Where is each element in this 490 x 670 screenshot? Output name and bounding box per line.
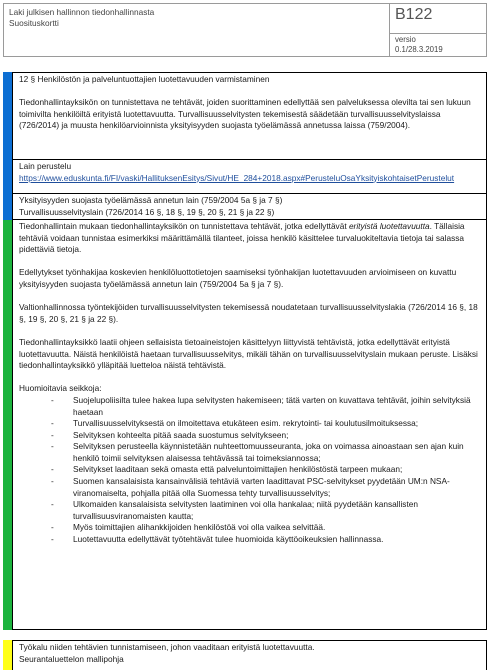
version-box (390, 34, 487, 57)
recommendation-paragraph: Valtionhallinnossa työntekijöiden turvallisuusselvitysten tekemisessä noudatetaan turvallisuusselvityslakia (726/2014 16 §, 18 §, 19 §, 20 §, 21 § ja 22 §). (19, 302, 478, 324)
card-type: Suosituskortti (9, 18, 59, 28)
card-id: B122 (390, 3, 487, 34)
tool-line: Työkalu niiden tehtävien tunnistamiseen, johon vaaditaan erityistä luotettavuutta. (19, 642, 315, 652)
list-item: - Selvityksen kohteelta pitää saada suostumus selvitykseen; (19, 430, 480, 442)
blue-section-bar (3, 160, 12, 194)
green-section-bar (3, 220, 12, 630)
list-item: - Suojelupoliisilta tulee hakea lupa selvitysten hakemiseen; tätä varten on kuvattava tehtävät, joihin selvityksiä haetaan (19, 395, 480, 418)
recommendation-paragraph: Edellytykset työnhakijaa koskevien henkilöluottotietojen saamiseksi työnhakijan luotettavuuden arvioimiseen on kuvattu yksityisyyden suojasta työelämässä annetun lain (759/2004 5a § ja 7 §). (19, 267, 457, 289)
list-item: - Selvitykset laaditaan sekä omasta että palveluntoimittajien henkilöstöstä tarpeen mukaan; (19, 464, 480, 476)
related-law-line: Turvallisuusselvityslain (726/2014 16 §, 18 §, 19 §, 20 §, 21 § ja 22 §) (19, 206, 275, 217)
list-item: - Myös toimittajien alihankkijoiden henkilöstöä voi olla vaikea selvittää. (19, 522, 480, 534)
recommendation-paragraph: Tiedonhallintain mukaan tiedonhallintayksikön on tunnistettava tehtävät, jotka edellyttävät erityistä luotettavuutta. Tällaisia tehtäviä voidaan tunnistaa esimerkiksi määrittämällä tilanteet, joissa henkilö käsittelee turvaluokiteltavia tietoja tai salassa pidettäviä tietoja. (19, 221, 465, 255)
list-item: - Suomen kansalaisista kansainvälisiä tehtäviä varten laadittavat PSC-selvitykset pyydetään UM:n NSA-viranomaiselta, pohjalla pitää olla Suomessa tehty turvallisuusselvitys; (19, 476, 480, 499)
list-item: - Ulkomaiden kansalaisista selvitysten laatiminen voi olla hankalaa; niitä pyydetään kansallisten turvallisuusviranomaisten kautta; (19, 499, 480, 522)
list-item: - Selvityksen perusteella käynnistetään nuhteettomuusseuranta, joka on voimassa ainoastaan sen ajan kuin henkilö toimii selvityksen alaisessa tehtävässä tai toimeksiannossa; (19, 441, 480, 464)
list-item: - Luotettavuutta edellyttävät työtehtävät tulee huomioida käyttöoikeuksien hallinnassa. (19, 534, 480, 546)
related-law-line: Yksityisyyden suojasta työelämässä annetun lain (759/2004 5a § ja 7 §) (19, 195, 283, 205)
yellow-section-bar (3, 640, 12, 670)
section-law-text (12, 72, 487, 160)
section-justification (12, 160, 487, 194)
section-related-laws (12, 194, 487, 220)
justification-label: Lain perustelu (19, 161, 72, 171)
recommendation-paragraph: Tiedonhallintayksikkö laatii ohjeen sellaisista tietoaineistojen käsittelyyn liittyvistä tehtävistä, jotka edellyttävät erityistä luotettavuutta. Näistä henkilöistä haetaan turvallisuusselvitys, mikäli tähän on turvallisuusselvityslain mukaan peruste. Lisäksi tiedonhallintayksikkö ylläpitää luetteloa näistä tehtävistä. (19, 336, 478, 371)
tool-line: Seurantaluettelon mallipohja (19, 653, 124, 664)
section-recommendation (12, 220, 487, 630)
law-paragraph: Tiedonhallintayksikön on tunnistettava ne tehtävät, joiden suorittaminen edellyttää sen palveluksessa olevilta tai sen lukuun toimivilta henkilöiltä erityistä luotettavuutta. Turvallisuusselvitysten tekemisestä säädetään turvallisuusselvityslaissa (726/2014) ja muusta henkilöarvioinnista yksityisyyden suojasta työelämässä annetussa laissa (759/2004). (19, 97, 471, 131)
section-tools (12, 640, 487, 670)
version-label: versio (395, 35, 416, 44)
blue-section-bar (3, 72, 12, 160)
section-heading: 12 § Henkilöstön ja palveluntuottajien luotettavuuden varmistaminen (19, 74, 270, 84)
notes-heading: Huomioitavia seikkoja: (19, 383, 102, 394)
law-title: Laki julkisen hallinnon tiedonhallinnasta (9, 7, 155, 17)
header-title-box (3, 3, 390, 57)
justification-link[interactable]: https://www.eduskunta.fi/FI/vaski/HallituksenEsitys/Sivut/HE_284+2018.aspx#PerusteluOsaYksityiskohtaisetPerustelut (19, 172, 455, 183)
card-header (3, 3, 487, 57)
blue-section-bar (3, 194, 12, 220)
version-value: 0.1/28.3.2019 (395, 45, 443, 54)
list-item: - Turvallisuusselvityksestä on ilmoitettava etukäteen esim. rekrytointi- tai koulutusilmoituksessa; (19, 418, 480, 430)
notes-list (19, 395, 480, 546)
